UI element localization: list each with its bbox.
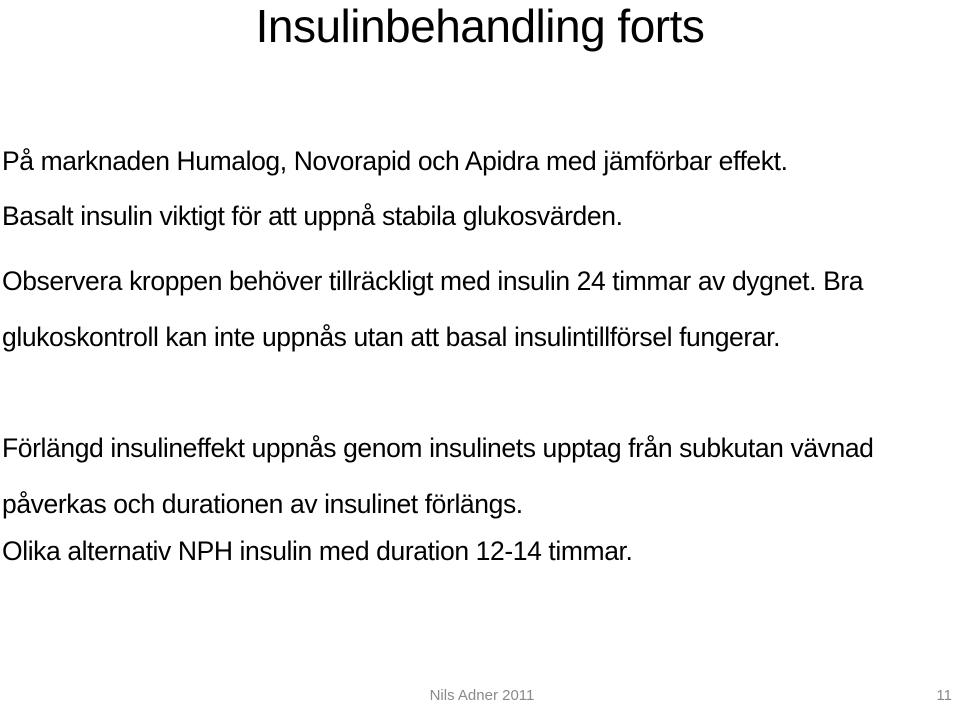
bullet-item: Olika alternativ NPH insulin med duration 12-14 timmar. [2,536,633,566]
bullet-item: Basalt insulin viktigt för att uppnå stabila glukosvärden. [2,201,623,231]
bullet-item: På marknaden Humalog, Novorapid och Apidra med jämförbar effekt. [2,146,788,176]
footer-page-number: 11 [936,687,952,704]
slide-title: Insulinbehandling forts [255,0,705,52]
bullet-item: Förlängd insulineffekt uppnås genom insulinets upptag från subkutan vävnad påverkas och durationen av insulinet förlängs. [2,433,874,519]
footer-author: Nils Adner 2011 [429,687,535,704]
bullet-item: Observera kroppen behöver tillräckligt med insulin 24 timmar av dygnet. Bra glukoskontroll kan inte uppnås utan att basal insulintillförsel fungerar. [2,266,864,352]
